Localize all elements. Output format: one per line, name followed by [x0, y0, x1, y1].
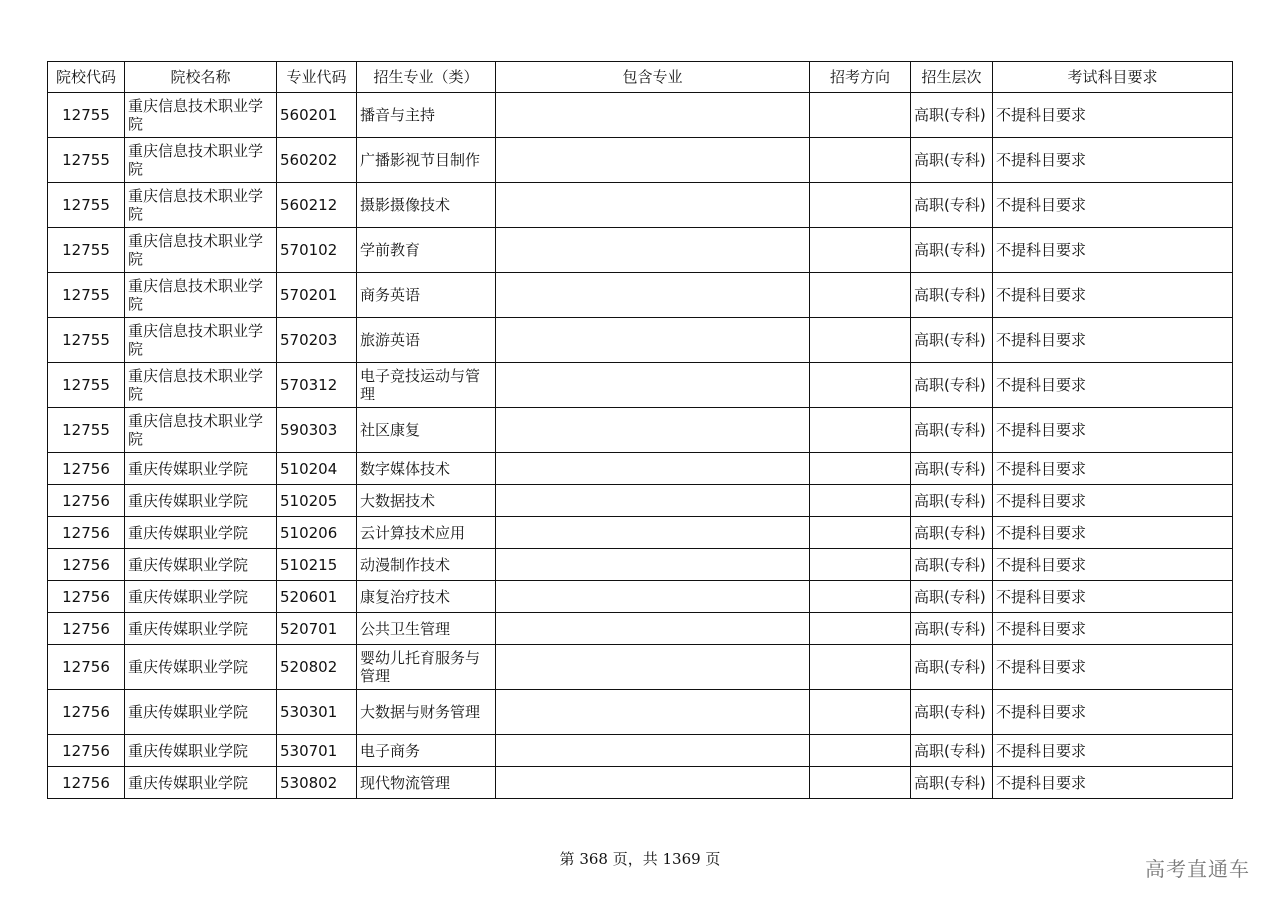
requirement-cell: 不提科目要求: [993, 318, 1233, 363]
major-cell: 数字媒体技术: [357, 453, 496, 485]
requirement-cell: 不提科目要求: [993, 138, 1233, 183]
direction-cell: [810, 363, 911, 408]
requirement-cell: 不提科目要求: [993, 363, 1233, 408]
included-majors-cell: [496, 767, 810, 799]
watermark: 高考直通车: [1145, 857, 1250, 881]
direction-cell: [810, 138, 911, 183]
school-code-cell: 12755: [48, 228, 125, 273]
school-code-cell: 12756: [48, 453, 125, 485]
table-row: [48, 363, 1233, 408]
level-cell: 高职(专科): [911, 690, 993, 735]
table-row: [48, 138, 1233, 183]
major-cell: 康复治疗技术: [357, 581, 496, 613]
table-row: [48, 93, 1233, 138]
table-body: [48, 93, 1233, 799]
included-majors-cell: [496, 318, 810, 363]
header-major-code: 专业代码: [277, 62, 357, 93]
school-code-cell: 12756: [48, 690, 125, 735]
requirement-cell: 不提科目要求: [993, 517, 1233, 549]
school-code-cell: 12756: [48, 767, 125, 799]
table-row: [48, 408, 1233, 453]
school-code-cell: 12756: [48, 613, 125, 645]
requirement-cell: 不提科目要求: [993, 93, 1233, 138]
level-cell: 高职(专科): [911, 767, 993, 799]
direction-cell: [810, 517, 911, 549]
included-majors-cell: [496, 408, 810, 453]
major-cell: 大数据与财务管理: [357, 690, 496, 735]
major-code-cell: 570201: [277, 273, 357, 318]
direction-cell: [810, 690, 911, 735]
level-cell: 高职(专科): [911, 363, 993, 408]
level-cell: 高职(专科): [911, 228, 993, 273]
table-row: [48, 581, 1233, 613]
header-row: [48, 62, 1233, 93]
school-name-cell: 重庆信息技术职业学院: [125, 228, 277, 273]
school-name-cell: 重庆传媒职业学院: [125, 517, 277, 549]
included-majors-cell: [496, 138, 810, 183]
table-row: [48, 735, 1233, 767]
requirement-cell: 不提科目要求: [993, 273, 1233, 318]
included-majors-cell: [496, 581, 810, 613]
major-code-cell: 530701: [277, 735, 357, 767]
header-level: 招生层次: [911, 62, 993, 93]
included-majors-cell: [496, 735, 810, 767]
school-code-cell: 12755: [48, 318, 125, 363]
table-row: [48, 613, 1233, 645]
included-majors-cell: [496, 363, 810, 408]
table-row: [48, 318, 1233, 363]
major-code-cell: 510204: [277, 453, 357, 485]
level-cell: 高职(专科): [911, 735, 993, 767]
level-cell: 高职(专科): [911, 138, 993, 183]
direction-cell: [810, 767, 911, 799]
header-school-name: 院校名称: [125, 62, 277, 93]
school-code-cell: 12756: [48, 485, 125, 517]
school-name-cell: 重庆传媒职业学院: [125, 690, 277, 735]
major-code-cell: 520802: [277, 645, 357, 690]
school-code-cell: 12755: [48, 138, 125, 183]
major-code-cell: 590303: [277, 408, 357, 453]
major-code-cell: 530802: [277, 767, 357, 799]
major-cell: 学前教育: [357, 228, 496, 273]
table-row: [48, 549, 1233, 581]
table-row: [48, 690, 1233, 735]
level-cell: 高职(专科): [911, 318, 993, 363]
school-name-cell: 重庆信息技术职业学院: [125, 318, 277, 363]
included-majors-cell: [496, 517, 810, 549]
major-cell: 广播影视节目制作: [357, 138, 496, 183]
school-name-cell: 重庆传媒职业学院: [125, 453, 277, 485]
major-code-cell: 510206: [277, 517, 357, 549]
header-direction: 招考方向: [810, 62, 911, 93]
school-name-cell: 重庆传媒职业学院: [125, 767, 277, 799]
school-name-cell: 重庆信息技术职业学院: [125, 408, 277, 453]
school-name-cell: 重庆信息技术职业学院: [125, 183, 277, 228]
table-row: [48, 273, 1233, 318]
major-cell: 电子商务: [357, 735, 496, 767]
major-cell: 播音与主持: [357, 93, 496, 138]
major-cell: 大数据技术: [357, 485, 496, 517]
direction-cell: [810, 453, 911, 485]
requirement-cell: 不提科目要求: [993, 228, 1233, 273]
school-name-cell: 重庆信息技术职业学院: [125, 363, 277, 408]
requirement-cell: 不提科目要求: [993, 690, 1233, 735]
major-cell: 云计算技术应用: [357, 517, 496, 549]
level-cell: 高职(专科): [911, 93, 993, 138]
school-name-cell: 重庆传媒职业学院: [125, 581, 277, 613]
major-cell: 社区康复: [357, 408, 496, 453]
requirement-cell: 不提科目要求: [993, 767, 1233, 799]
level-cell: 高职(专科): [911, 453, 993, 485]
requirement-cell: 不提科目要求: [993, 581, 1233, 613]
included-majors-cell: [496, 690, 810, 735]
major-code-cell: 570102: [277, 228, 357, 273]
major-code-cell: 560201: [277, 93, 357, 138]
school-name-cell: 重庆信息技术职业学院: [125, 93, 277, 138]
school-code-cell: 12756: [48, 735, 125, 767]
school-code-cell: 12756: [48, 517, 125, 549]
major-code-cell: 510215: [277, 549, 357, 581]
major-cell: 旅游英语: [357, 318, 496, 363]
requirement-cell: 不提科目要求: [993, 645, 1233, 690]
major-cell: 摄影摄像技术: [357, 183, 496, 228]
included-majors-cell: [496, 549, 810, 581]
included-majors-cell: [496, 485, 810, 517]
major-code-cell: 530301: [277, 690, 357, 735]
major-cell: 公共卫生管理: [357, 613, 496, 645]
included-majors-cell: [496, 273, 810, 318]
major-code-cell: 570312: [277, 363, 357, 408]
major-code-cell: 570203: [277, 318, 357, 363]
level-cell: 高职(专科): [911, 613, 993, 645]
header-requirement: 考试科目要求: [993, 62, 1233, 93]
direction-cell: [810, 613, 911, 645]
major-cell: 现代物流管理: [357, 767, 496, 799]
table-row: [48, 767, 1233, 799]
major-code-cell: 510205: [277, 485, 357, 517]
header-included-majors: 包含专业: [496, 62, 810, 93]
direction-cell: [810, 228, 911, 273]
direction-cell: [810, 735, 911, 767]
requirement-cell: 不提科目要求: [993, 485, 1233, 517]
major-cell: 婴幼儿托育服务与管理: [357, 645, 496, 690]
school-name-cell: 重庆传媒职业学院: [125, 735, 277, 767]
table-row: [48, 183, 1233, 228]
school-code-cell: 12755: [48, 363, 125, 408]
table-row: [48, 485, 1233, 517]
school-name-cell: 重庆传媒职业学院: [125, 645, 277, 690]
direction-cell: [810, 273, 911, 318]
level-cell: 高职(专科): [911, 549, 993, 581]
school-name-cell: 重庆信息技术职业学院: [125, 273, 277, 318]
school-name-cell: 重庆传媒职业学院: [125, 549, 277, 581]
table-row: [48, 228, 1233, 273]
included-majors-cell: [496, 93, 810, 138]
school-code-cell: 12755: [48, 183, 125, 228]
included-majors-cell: [496, 228, 810, 273]
direction-cell: [810, 645, 911, 690]
school-code-cell: 12756: [48, 645, 125, 690]
included-majors-cell: [496, 183, 810, 228]
major-cell: 商务英语: [357, 273, 496, 318]
level-cell: 高职(专科): [911, 183, 993, 228]
school-name-cell: 重庆传媒职业学院: [125, 613, 277, 645]
included-majors-cell: [496, 613, 810, 645]
admissions-table: [47, 61, 1233, 799]
school-code-cell: 12755: [48, 408, 125, 453]
major-code-cell: 560212: [277, 183, 357, 228]
direction-cell: [810, 183, 911, 228]
requirement-cell: 不提科目要求: [993, 453, 1233, 485]
major-code-cell: 520601: [277, 581, 357, 613]
level-cell: 高职(专科): [911, 485, 993, 517]
included-majors-cell: [496, 453, 810, 485]
table-row: [48, 645, 1233, 690]
major-cell: 动漫制作技术: [357, 549, 496, 581]
school-code-cell: 12755: [48, 93, 125, 138]
direction-cell: [810, 485, 911, 517]
header-major: 招生专业（类）: [357, 62, 496, 93]
requirement-cell: 不提科目要求: [993, 735, 1233, 767]
major-code-cell: 560202: [277, 138, 357, 183]
requirement-cell: 不提科目要求: [993, 549, 1233, 581]
requirement-cell: 不提科目要求: [993, 183, 1233, 228]
table-row: [48, 453, 1233, 485]
direction-cell: [810, 93, 911, 138]
direction-cell: [810, 581, 911, 613]
table-row: [48, 517, 1233, 549]
direction-cell: [810, 318, 911, 363]
school-name-cell: 重庆信息技术职业学院: [125, 138, 277, 183]
header-school-code: 院校代码: [48, 62, 125, 93]
level-cell: 高职(专科): [911, 645, 993, 690]
level-cell: 高职(专科): [911, 273, 993, 318]
school-name-cell: 重庆传媒职业学院: [125, 485, 277, 517]
included-majors-cell: [496, 645, 810, 690]
major-code-cell: 520701: [277, 613, 357, 645]
school-code-cell: 12756: [48, 581, 125, 613]
school-code-cell: 12755: [48, 273, 125, 318]
page-number: 第 368 页，共 1369 页: [559, 850, 721, 868]
major-cell: 电子竞技运动与管理: [357, 363, 496, 408]
level-cell: 高职(专科): [911, 517, 993, 549]
requirement-cell: 不提科目要求: [993, 408, 1233, 453]
level-cell: 高职(专科): [911, 408, 993, 453]
direction-cell: [810, 549, 911, 581]
school-code-cell: 12756: [48, 549, 125, 581]
level-cell: 高职(专科): [911, 581, 993, 613]
requirement-cell: 不提科目要求: [993, 613, 1233, 645]
direction-cell: [810, 408, 911, 453]
